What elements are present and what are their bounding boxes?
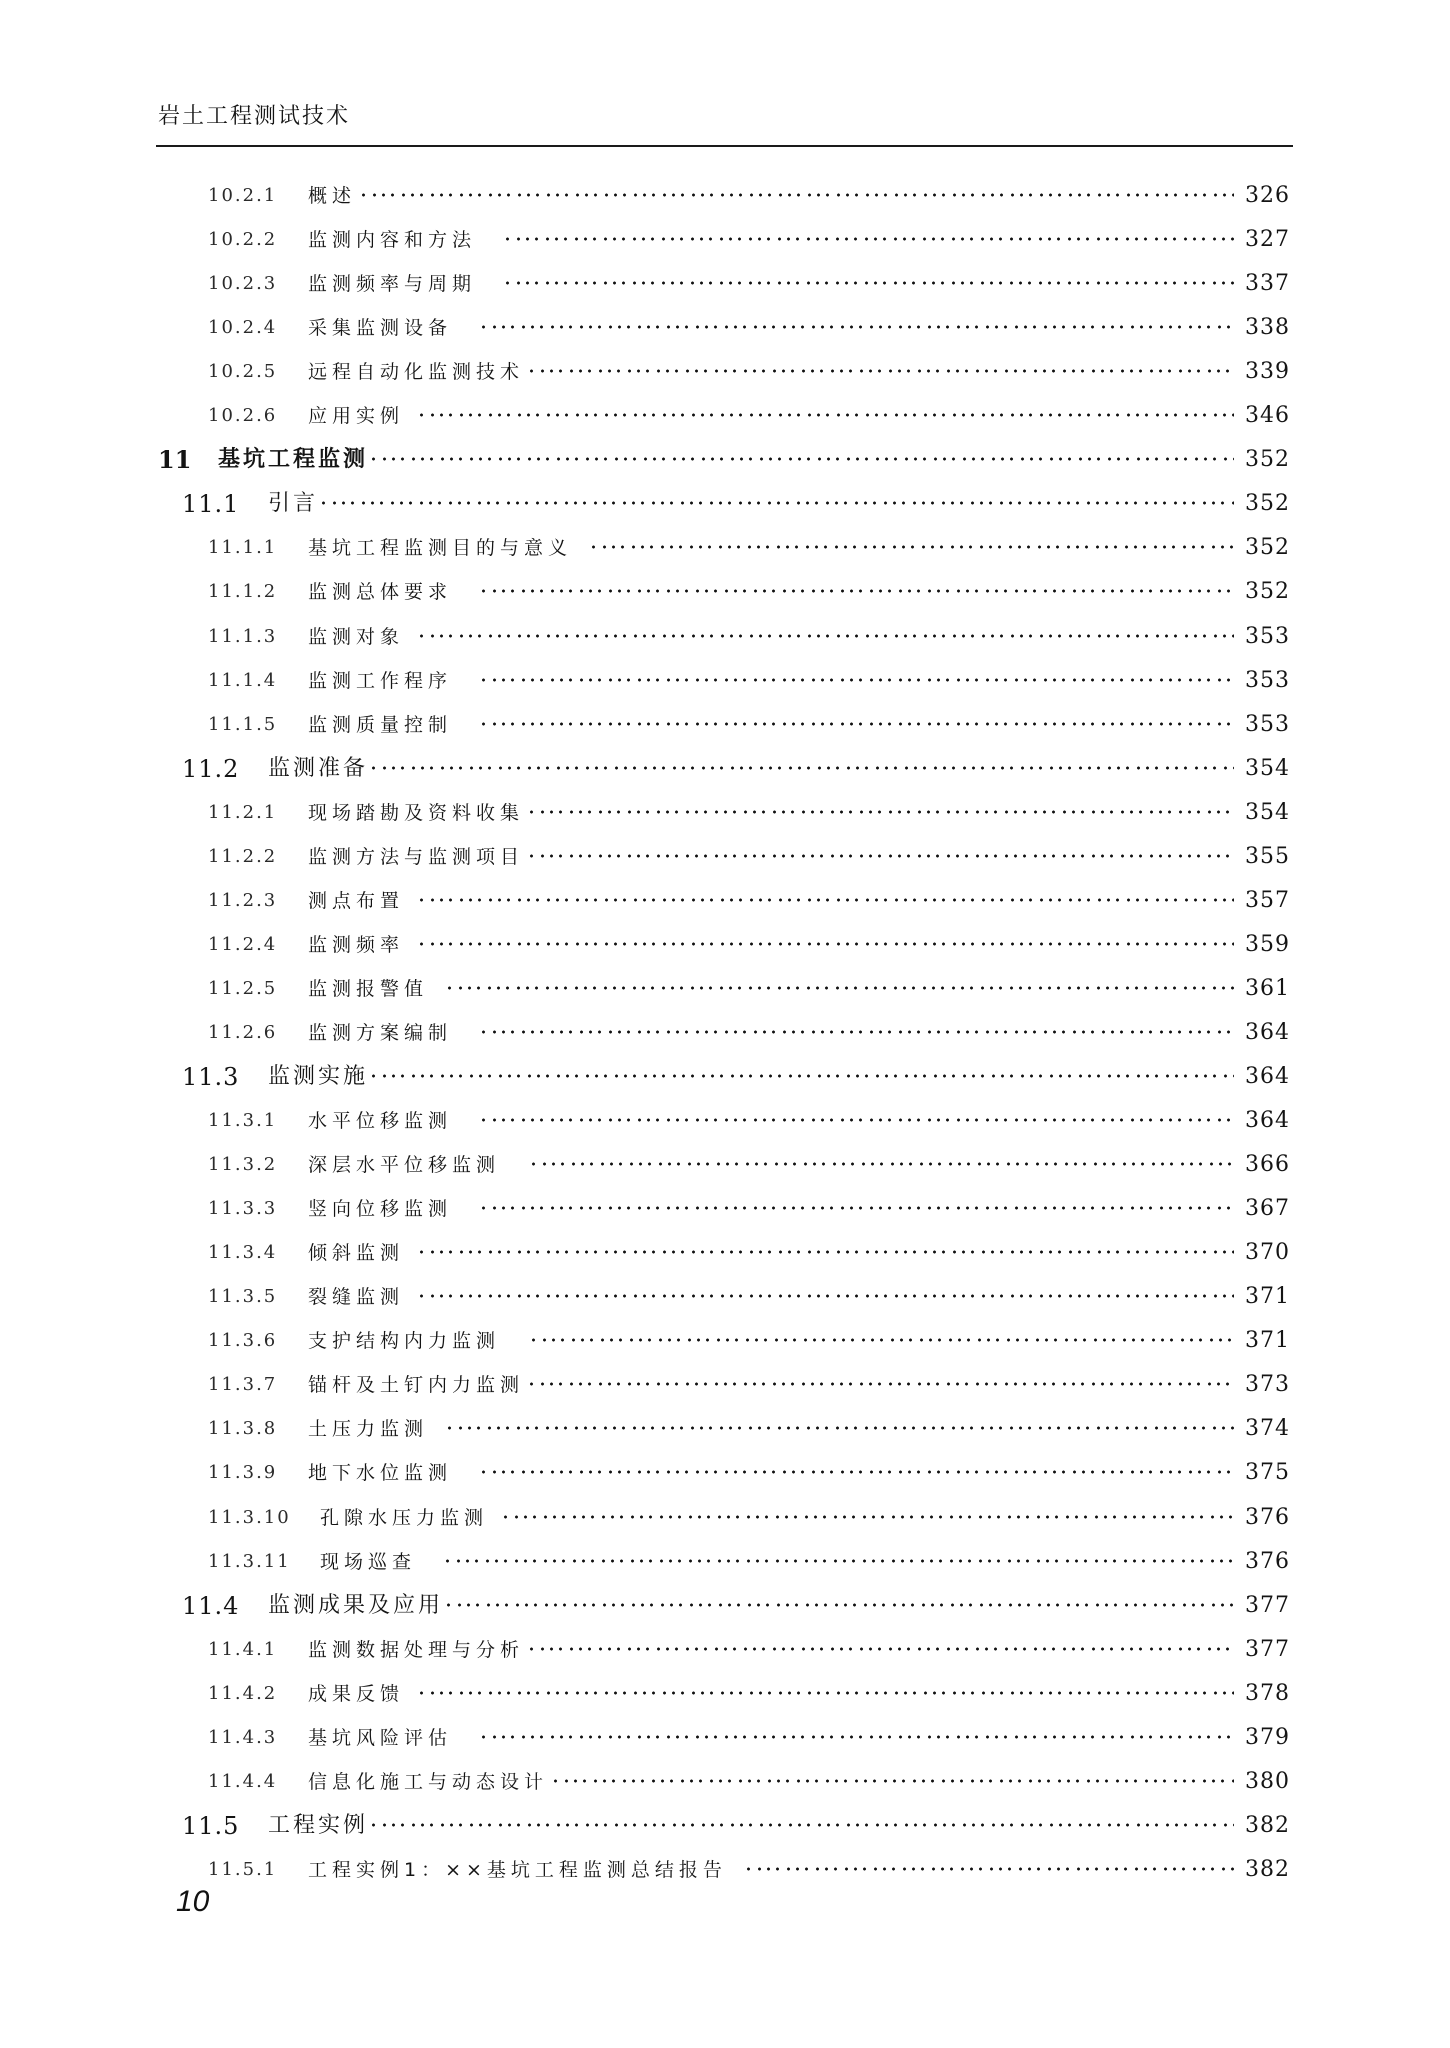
toc-entry[interactable] [0, 1852, 1450, 1888]
toc-entry[interactable] [0, 1588, 1450, 1624]
toc-entry[interactable] [0, 1411, 1450, 1447]
toc-entry-number: 10.2.4 [208, 317, 278, 339]
toc-entry-title: 锚杆及土钉内力监测 [308, 1374, 525, 1397]
toc-entry-title: 工程实例1：××基坑工程监测总结报告 [308, 1858, 727, 1881]
dot-leader [480, 1118, 1234, 1122]
dot-leader [480, 325, 1234, 329]
toc-entry-number: 11.3.5 [208, 1286, 278, 1308]
dot-leader [528, 1647, 1234, 1651]
toc-entry[interactable] [0, 971, 1450, 1007]
toc-entry-title: 倾斜监测 [308, 1242, 405, 1265]
toc-entry-page: 376 [1245, 1504, 1290, 1530]
dot-leader [480, 589, 1234, 593]
toc-entry[interactable] [0, 663, 1450, 699]
toc-entry-number: 11.2.2 [208, 845, 278, 867]
page-number: 10 [176, 1885, 210, 1918]
toc-entry[interactable] [0, 398, 1450, 434]
toc-entry-title: 监测总体要求 [308, 581, 453, 604]
toc-entry-page: 346 [1245, 403, 1290, 429]
toc-entry-page: 357 [1245, 887, 1290, 913]
toc-entry-number: 11.4.2 [208, 1682, 278, 1704]
toc-entry-number: 10.2.3 [208, 273, 278, 295]
toc-entry-number: 11.3.7 [208, 1374, 278, 1396]
toc-entry[interactable] [0, 530, 1450, 566]
toc-entry-page: 382 [1245, 1812, 1290, 1838]
toc-entry[interactable] [0, 1015, 1450, 1051]
toc-entry-number: 11.1.2 [208, 581, 278, 603]
toc-entry[interactable] [0, 1808, 1450, 1844]
dot-leader [444, 1559, 1234, 1563]
toc-entry-page: 326 [1245, 183, 1290, 208]
toc-entry[interactable] [0, 1500, 1450, 1536]
toc-entry-title: 竖向位移监测 [308, 1198, 453, 1221]
dot-leader [480, 1735, 1234, 1739]
dot-leader [480, 678, 1234, 682]
dot-leader [370, 1074, 1234, 1078]
toc-entry-page: 370 [1245, 1240, 1290, 1266]
toc-entry[interactable] [0, 1367, 1450, 1403]
toc-entry-title: 基坑工程监测目的与意义 [308, 537, 573, 560]
toc-entry-title: 支护结构内力监测 [308, 1330, 501, 1353]
toc-entry[interactable] [0, 1147, 1450, 1183]
toc-entry-number: 10.2.5 [208, 361, 278, 383]
dot-leader [480, 1470, 1234, 1474]
toc-entry-number: 11.3.2 [208, 1154, 278, 1176]
toc-entry-page: 382 [1245, 1856, 1290, 1882]
toc-entry-title: 成果反馈 [308, 1682, 405, 1705]
toc-entry-number: 10.2.6 [208, 405, 278, 427]
toc-entry-title: 监测质量控制 [308, 713, 453, 736]
toc-entry-title: 裂缝监测 [308, 1286, 405, 1309]
dot-leader [418, 634, 1234, 638]
dot-leader [552, 1779, 1234, 1783]
toc-entry-title: 基坑工程监测 [218, 447, 369, 473]
toc-entry-page: 367 [1245, 1196, 1290, 1222]
toc-entry-page: 353 [1245, 711, 1290, 737]
toc-entry[interactable] [0, 707, 1450, 743]
toc-entry-page: 364 [1245, 1064, 1290, 1089]
toc-entry[interactable] [0, 354, 1450, 390]
toc-entry-title: 引言 [268, 491, 319, 517]
toc-entry-page: 361 [1245, 975, 1290, 1001]
toc-entry-number: 11.3.11 [208, 1550, 291, 1572]
dot-leader [502, 1515, 1234, 1519]
toc-entry-page: 359 [1245, 931, 1290, 957]
toc-entry-title: 监测数据处理与分析 [308, 1638, 525, 1661]
toc-entry-page: 376 [1245, 1548, 1290, 1574]
toc-entry-page: 353 [1245, 623, 1290, 649]
toc-entry-number: 11.2.1 [208, 801, 278, 823]
toc-entry-page: 379 [1245, 1724, 1290, 1750]
toc-entry[interactable] [0, 927, 1450, 963]
toc-entry-number: 11.2.4 [208, 933, 278, 955]
toc-entry-title: 概述 [308, 185, 357, 207]
toc-entry-page: 378 [1245, 1680, 1290, 1706]
toc-entry-number: 11.2 [182, 754, 240, 783]
toc-entry[interactable] [0, 574, 1450, 610]
dot-leader [445, 1603, 1234, 1607]
running-header-title: 岩土工程测试技术 [158, 104, 351, 129]
dot-leader [504, 281, 1234, 285]
toc-entry-title: 现场巡查 [320, 1550, 417, 1573]
toc-entry[interactable] [0, 310, 1450, 346]
toc-entry-title: 监测工作程序 [308, 669, 453, 692]
dot-leader [418, 1691, 1234, 1695]
toc-entry-title: 现场踏勘及资料收集 [308, 801, 525, 824]
toc-entry-number: 11.3 [182, 1063, 240, 1091]
toc-entry-page: 352 [1245, 535, 1290, 561]
toc-entry[interactable] [0, 1235, 1450, 1271]
toc-entry-number: 11.1.5 [208, 713, 278, 735]
toc-entry-number: 11.1.1 [208, 537, 278, 559]
toc-entry-number: 11.2.6 [208, 1021, 278, 1043]
dot-leader [480, 1206, 1234, 1210]
toc-entry-number: 11.1.4 [208, 669, 278, 691]
toc-entry-title: 基坑风险评估 [308, 1726, 453, 1749]
toc-entry-page: 364 [1245, 1108, 1290, 1134]
dot-leader [528, 854, 1234, 858]
toc-entry[interactable] [0, 178, 1450, 214]
toc-entry-number: 11.4.3 [208, 1726, 278, 1748]
toc-entry-page: 353 [1245, 667, 1290, 693]
dot-leader [530, 1162, 1234, 1166]
dot-leader [530, 1338, 1234, 1342]
toc-entry-number: 11.5 [182, 1811, 240, 1840]
dot-leader [418, 413, 1234, 417]
dot-leader [418, 1250, 1234, 1254]
toc-entry-number: 11.5.1 [208, 1858, 278, 1880]
toc-entry-title: 监测方法与监测项目 [308, 845, 525, 868]
toc-entry[interactable] [0, 883, 1450, 919]
toc-entry-title: 地下水位监测 [308, 1462, 453, 1485]
toc-entry-number: 11.3.8 [208, 1418, 278, 1440]
toc-entry-page: 337 [1245, 271, 1290, 297]
toc-entry-title: 监测准备 [268, 755, 369, 781]
toc-entry[interactable] [0, 486, 1450, 522]
toc-entry-number: 11 [158, 445, 192, 475]
toc-entry-title: 土压力监测 [308, 1418, 429, 1441]
dot-leader [745, 1867, 1234, 1871]
dot-leader [360, 193, 1234, 197]
toc-entry[interactable] [0, 1191, 1450, 1227]
toc-entry-page: 377 [1245, 1592, 1290, 1618]
toc-entry[interactable] [0, 1676, 1450, 1712]
toc-entry-title: 监测频率 [308, 933, 405, 956]
toc-entry-number: 10.2.1 [208, 185, 278, 206]
toc-entry-title: 工程实例 [268, 1812, 369, 1838]
toc-entry-page: 373 [1245, 1372, 1290, 1398]
toc-entry-page: 364 [1245, 1019, 1290, 1045]
toc-entry[interactable] [0, 1279, 1450, 1315]
toc-entry-page: 371 [1245, 1284, 1290, 1310]
dot-leader [418, 1294, 1234, 1298]
toc-entry[interactable] [0, 442, 1450, 478]
toc-entry-number: 11.1.3 [208, 625, 278, 647]
toc-entry[interactable] [0, 619, 1450, 655]
toc-entry-title: 测点布置 [308, 889, 405, 912]
toc-entry-page: 377 [1245, 1636, 1290, 1662]
toc-entry[interactable] [0, 1720, 1450, 1756]
toc-entry-number: 11.3.10 [208, 1506, 291, 1528]
toc-entry-title: 深层水平位移监测 [308, 1154, 501, 1177]
toc-entry[interactable] [0, 222, 1450, 258]
dot-leader [370, 457, 1234, 461]
toc-entry-number: 11.4.1 [208, 1638, 278, 1660]
toc-entry-title: 应用实例 [308, 405, 405, 428]
dot-leader [418, 942, 1234, 946]
toc-entry-page: 355 [1245, 843, 1290, 869]
toc-entry[interactable] [0, 1632, 1450, 1668]
toc-entry-page: 375 [1245, 1460, 1290, 1486]
toc-entry-number: 11.3.6 [208, 1330, 278, 1352]
toc-entry-page: 354 [1245, 799, 1290, 825]
toc-entry-page: 366 [1245, 1152, 1290, 1178]
toc-entry[interactable] [0, 1103, 1450, 1139]
dot-leader [418, 898, 1234, 902]
toc-entry[interactable] [0, 1764, 1450, 1800]
toc-entry-page: 327 [1245, 227, 1290, 253]
dot-leader [320, 501, 1234, 505]
toc-entry-number: 11.3.1 [208, 1110, 278, 1132]
toc-entry-page: 352 [1245, 447, 1290, 473]
toc-entry[interactable] [0, 751, 1450, 787]
dot-leader [480, 1030, 1234, 1034]
toc-entry[interactable] [0, 1059, 1450, 1095]
dot-leader [446, 1426, 1234, 1430]
toc-entry[interactable] [0, 1323, 1450, 1359]
toc-entry-number: 11.1 [182, 490, 240, 519]
toc-entry-number: 11.3.3 [208, 1198, 278, 1220]
toc-entry[interactable] [0, 795, 1450, 831]
toc-entry-number: 11.4 [182, 1591, 240, 1620]
toc-entry-title: 监测成果及应用 [268, 1592, 444, 1618]
toc-entry-page: 339 [1245, 359, 1290, 385]
dot-leader [480, 722, 1234, 726]
toc-entry-page: 338 [1245, 315, 1290, 341]
toc-entry-title: 监测频率与周期 [308, 273, 477, 296]
toc-entry-title: 水平位移监测 [308, 1110, 453, 1133]
toc-entry[interactable] [0, 1544, 1450, 1580]
toc-entry[interactable] [0, 839, 1450, 875]
toc-entry[interactable] [0, 1455, 1450, 1491]
dot-leader [528, 1382, 1234, 1386]
toc-entry-title: 监测内容和方法 [308, 229, 477, 252]
toc-entry-number: 11.2.3 [208, 889, 278, 911]
toc-entry-number: 11.3.9 [208, 1462, 278, 1484]
toc-entry-page: 354 [1245, 755, 1290, 781]
dot-leader [370, 766, 1234, 770]
toc-entry-number: 11.3.4 [208, 1242, 278, 1264]
dot-leader [528, 369, 1234, 373]
toc-entry-title: 监测方案编制 [308, 1021, 453, 1044]
toc-entry-title: 远程自动化监测技术 [308, 361, 525, 384]
toc-entry-page: 371 [1245, 1328, 1290, 1354]
toc-entry-title: 孔隙水压力监测 [320, 1506, 489, 1529]
dot-leader [446, 986, 1234, 990]
toc-entry-page: 352 [1245, 579, 1290, 605]
dot-leader [504, 237, 1234, 241]
toc-entry-number: 11.2.5 [208, 977, 278, 999]
toc-entry-page: 374 [1245, 1416, 1290, 1442]
toc-entry-title: 信息化施工与动态设计 [308, 1770, 549, 1793]
dot-leader [528, 810, 1234, 814]
toc-entry-number: 11.4.4 [208, 1770, 278, 1792]
dot-leader [590, 545, 1234, 549]
toc-entry[interactable] [0, 266, 1450, 302]
toc-entry-title: 监测对象 [308, 625, 405, 648]
toc-entry-title: 监测实施 [268, 1064, 369, 1089]
toc-entry-title: 监测报警值 [308, 977, 429, 1000]
dot-leader [370, 1823, 1234, 1827]
toc-entry-page: 380 [1245, 1768, 1290, 1794]
toc-entry-number: 10.2.2 [208, 229, 278, 251]
toc-entry-page: 352 [1245, 491, 1290, 517]
toc-entry-title: 采集监测设备 [308, 317, 453, 340]
